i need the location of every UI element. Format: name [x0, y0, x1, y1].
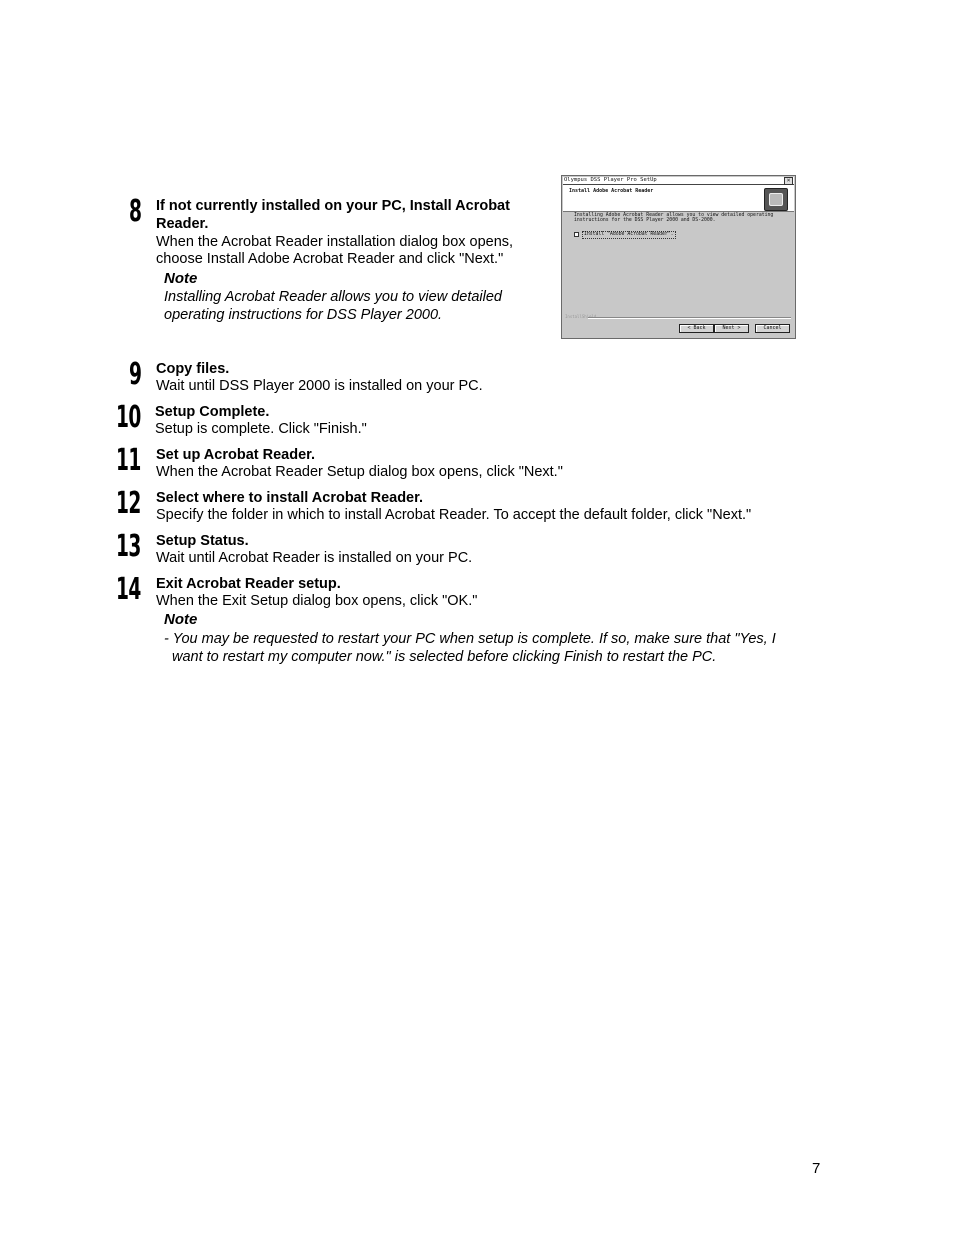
step-body: Specify the folder in which to install Acrobat Reader. To accept the default folder, click "Next." — [156, 507, 752, 523]
step-body: Wait until DSS Player 2000 is installed on your PC. — [156, 378, 483, 394]
step-number: 10 — [116, 400, 141, 435]
dialog-description-line: instructions for the DSS Player 2000 and DS-2000. — [574, 218, 716, 223]
step-title: Select where to install Acrobat Reader. — [156, 490, 423, 506]
step-title-cont: Reader. — [156, 216, 209, 232]
cancel-button[interactable]: Cancel — [755, 324, 790, 333]
step-title: Setup Status. — [156, 533, 249, 549]
dialog-description — [574, 213, 784, 223]
step-body: Wait until Acrobat Reader is installed on your PC. — [156, 550, 473, 566]
setup-dialog-screenshot — [561, 175, 796, 339]
note-text: - You may be requested to restart your PC when setup is complete. If so, make sure that "Yes, I — [164, 631, 776, 647]
step-number: 8 — [129, 194, 142, 229]
step-title: If not currently installed on your PC, Install Acrobat — [156, 198, 510, 214]
note-heading: Note — [164, 270, 198, 287]
back-button[interactable]: < Back — [679, 324, 714, 333]
step-number: 13 — [116, 529, 141, 564]
note-heading: Note — [164, 611, 198, 628]
step-body: Setup is complete. Click "Finish." — [155, 421, 367, 437]
step-number: 9 — [129, 357, 142, 392]
install-acrobat-checkbox-label[interactable]: Install "Adobe Acrobat Reader". — [584, 232, 674, 237]
note-text-cont: operating instructions for DSS Player 2000. — [164, 307, 443, 323]
dialog-header — [563, 185, 794, 212]
step-body-cont: choose Install Adobe Acrobat Reader and click "Next." — [156, 251, 504, 267]
step-title: Copy files. — [156, 361, 230, 377]
dialog-title: Olympus DSS Player Pro SetUp — [564, 177, 657, 183]
step-body: When the Acrobat Reader installation dialog box opens, — [156, 234, 514, 250]
step-body: When the Acrobat Reader Setup dialog box opens, click "Next." — [156, 464, 563, 480]
note-text: Installing Acrobat Reader allows you to view detailed — [164, 289, 502, 305]
note-text-cont: want to restart my computer now." is selected before clicking Finish to restart the PC. — [172, 649, 717, 665]
step-title: Exit Acrobat Reader setup. — [156, 576, 341, 592]
dialog-heading: Install Adobe Acrobat Reader — [569, 188, 654, 194]
close-icon[interactable]: × — [784, 177, 793, 185]
step-title: Set up Acrobat Reader. — [156, 447, 316, 463]
step-number: 14 — [116, 572, 141, 607]
step-body: When the Exit Setup dialog box opens, click "OK." — [156, 593, 478, 609]
dialog-description-line: Installing Adobe Acrobat Reader allows you to view detailed operating — [574, 213, 774, 218]
step-number: 11 — [116, 443, 141, 478]
step-number: 12 — [116, 486, 141, 521]
separator-label: InstallShield — [565, 314, 597, 319]
installer-logo-icon — [764, 188, 788, 211]
dialog-separator — [588, 317, 791, 319]
step-title: Setup Complete. — [155, 404, 270, 420]
next-button[interactable]: Next > — [714, 324, 749, 333]
install-acrobat-checkbox[interactable] — [574, 232, 579, 237]
dialog-title-bar — [563, 177, 794, 185]
page-number: 7 — [812, 1160, 821, 1177]
